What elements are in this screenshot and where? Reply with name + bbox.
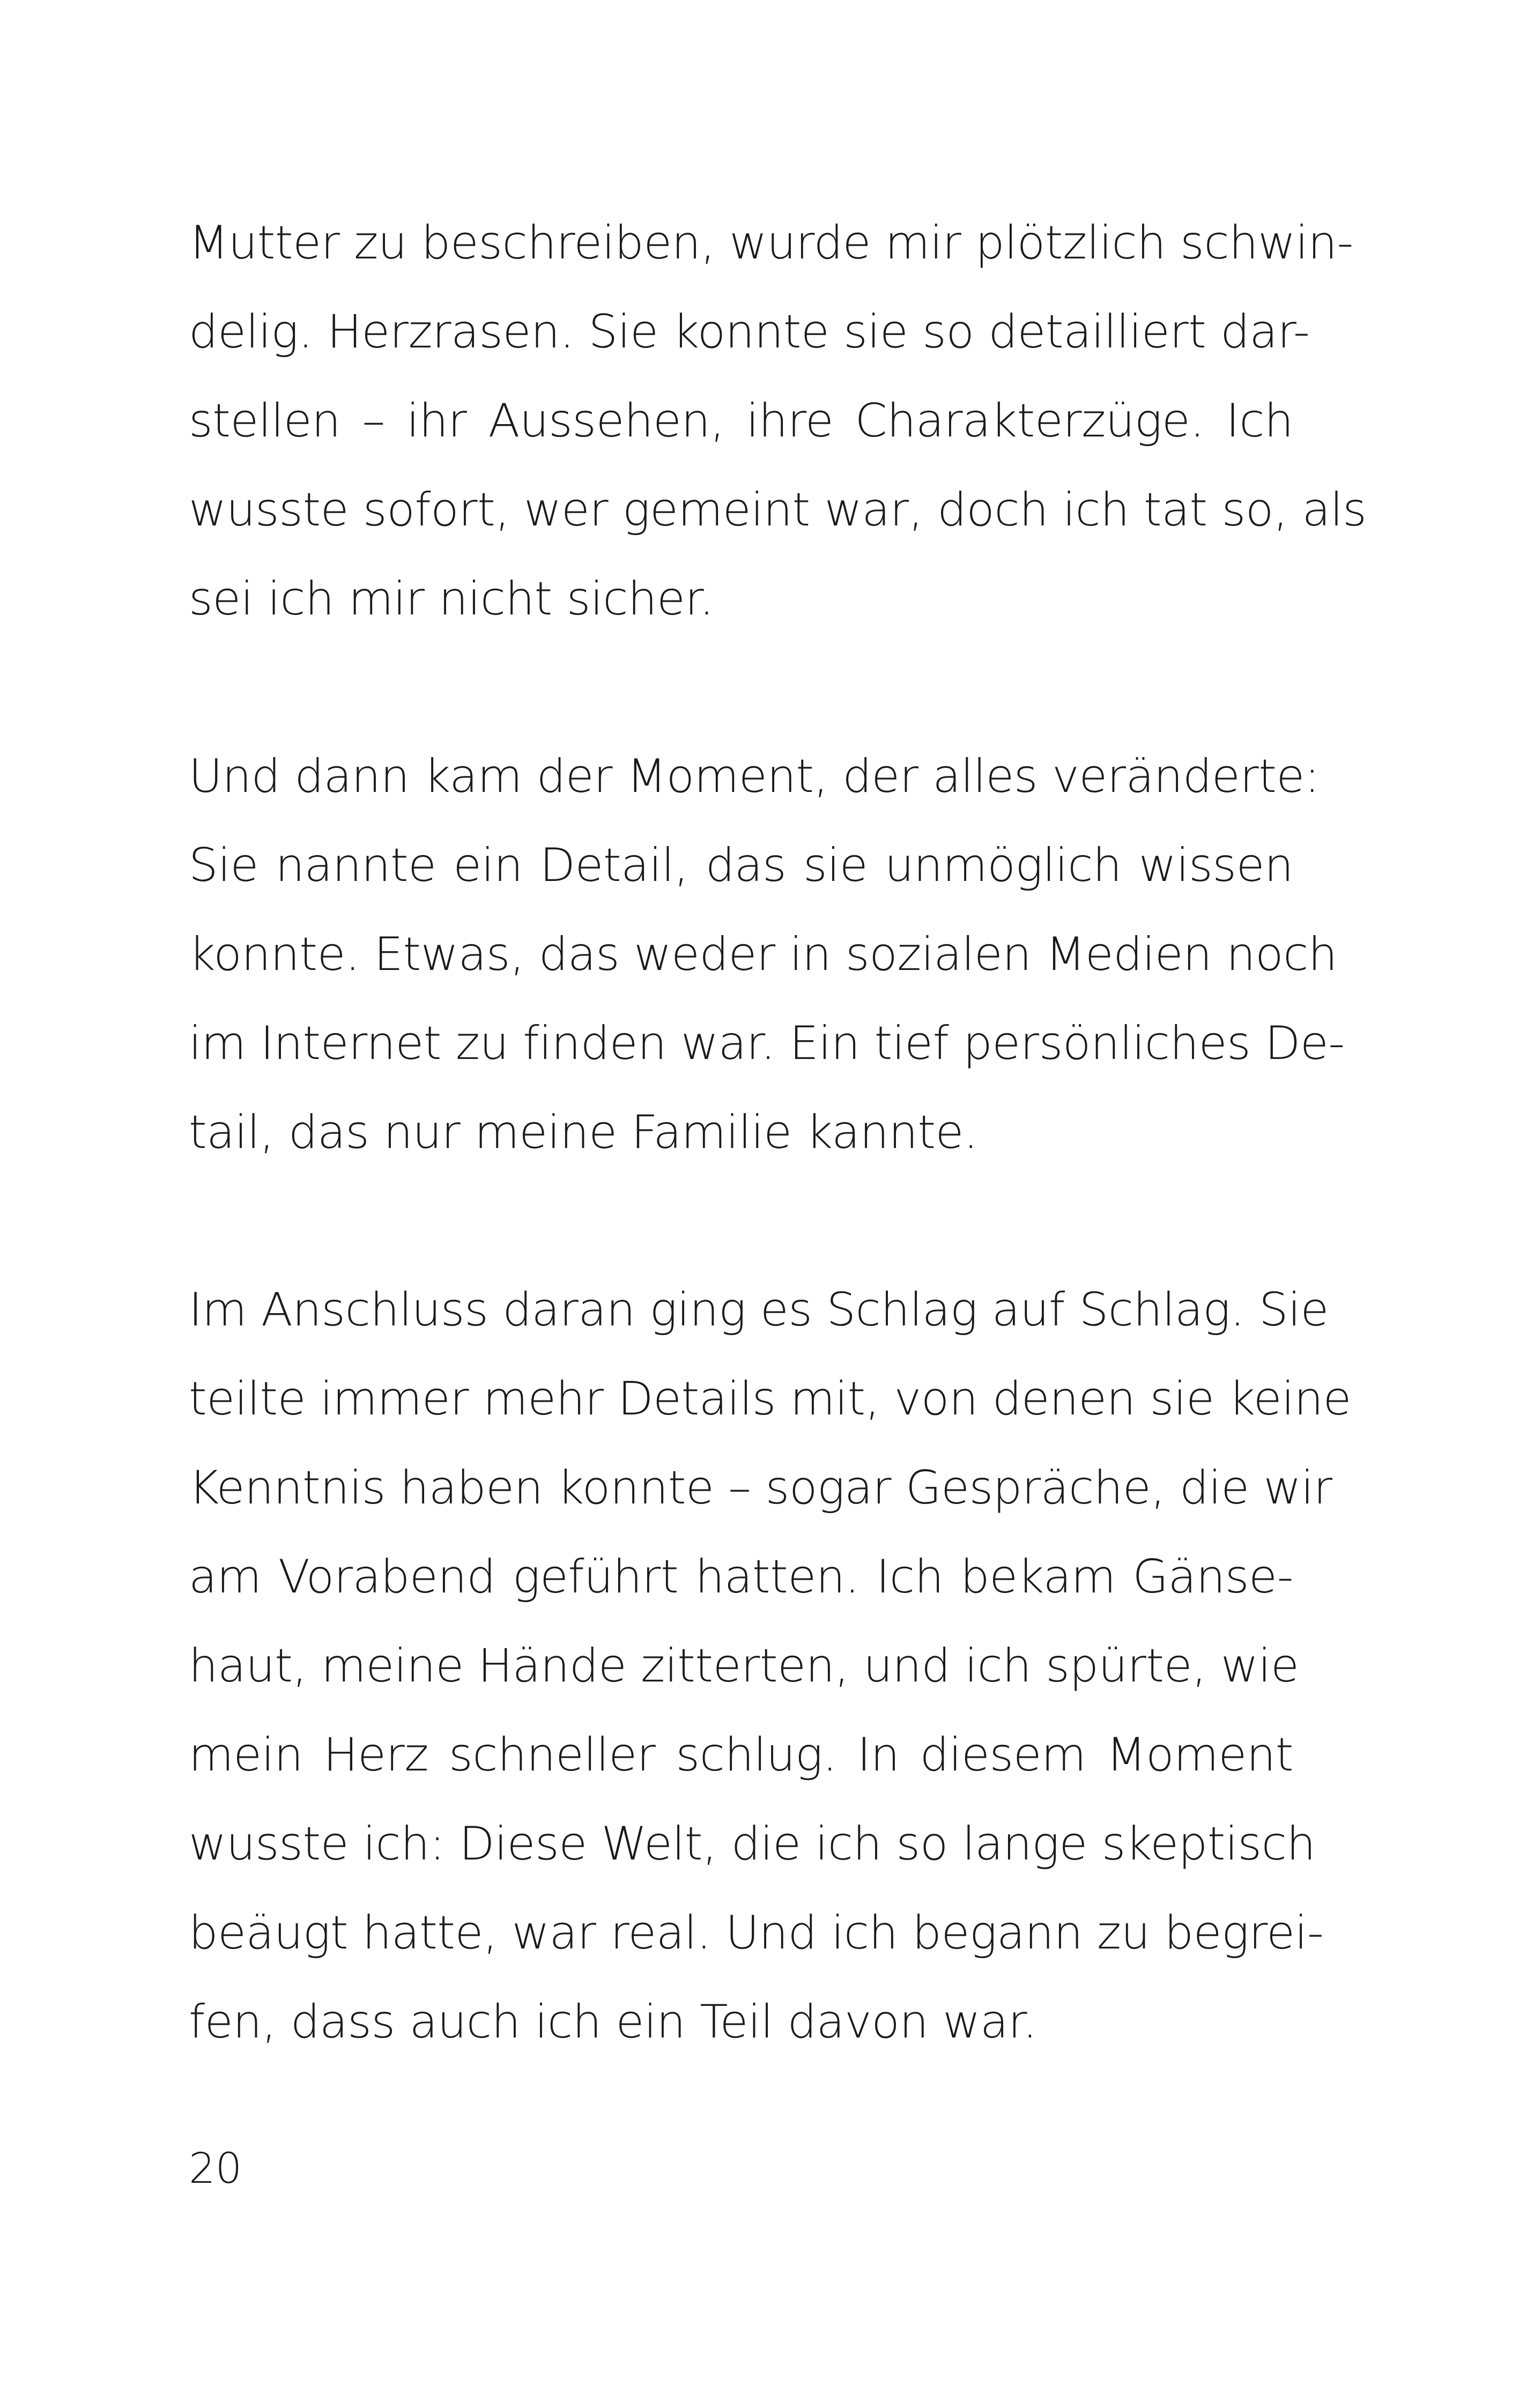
paragraph-3	[189, 1265, 1351, 2066]
body-text	[189, 198, 1367, 2066]
paragraph-1	[189, 198, 1367, 643]
text-line: sei ich mir nicht sicher.	[189, 572, 714, 626]
paragraph-spacer	[189, 1177, 1293, 1265]
text-line: am Vorabend geführt hatten. Ich bekam Gänse-	[189, 1550, 1293, 1604]
text-line: wusste sofort, wer gemeint war, doch ich tat so, als	[189, 483, 1367, 537]
text-line: fen, dass auch ich ein Teil davon war.	[189, 1995, 1038, 2049]
text-line: beäugt hatte, war real. Und ich begann zu begrei-	[189, 1906, 1324, 1960]
text-line: Und dann kam der Moment, der alles veränderte:	[189, 750, 1320, 803]
text-line: im Internet zu finden war. Ein tief persönliches De-	[189, 1017, 1345, 1070]
text-line: delig. Herzrasen. Sie konnte sie so detailliert dar-	[189, 305, 1310, 359]
text-line: konnte. Etwas, das weder in sozialen Medien noch	[189, 928, 1337, 981]
page-number: 20	[189, 2145, 242, 2193]
text-line: Sie nannte ein Detail, das sie unmöglich wissen	[189, 839, 1293, 892]
paragraph-spacer	[189, 643, 1293, 732]
text-line: wusste ich: Diese Welt, die ich so lange skeptisch	[189, 1817, 1316, 1871]
text-line: Kenntnis haben konnte – sogar Gespräche, die wir	[189, 1461, 1332, 1515]
text-line: tail, das nur meine Familie kannte.	[189, 1106, 978, 1159]
text-line: teilte immer mehr Details mit, von denen sie keine	[189, 1372, 1351, 1426]
text-line: mein Herz schneller schlug. In diesem Moment	[189, 1728, 1293, 1782]
text-line: Im Anschluss daran ging es Schlag auf Schlag. Sie	[189, 1283, 1329, 1337]
text-line: stellen – ihr Aussehen, ihre Charakterzüge. Ich	[189, 394, 1293, 448]
paragraph-2	[189, 732, 1345, 1177]
text-line: haut, meine Hände zitterten, und ich spürte, wie	[189, 1639, 1299, 1693]
text-line: Mutter zu beschreiben, wurde mir plötzlich schwin-	[189, 216, 1353, 270]
